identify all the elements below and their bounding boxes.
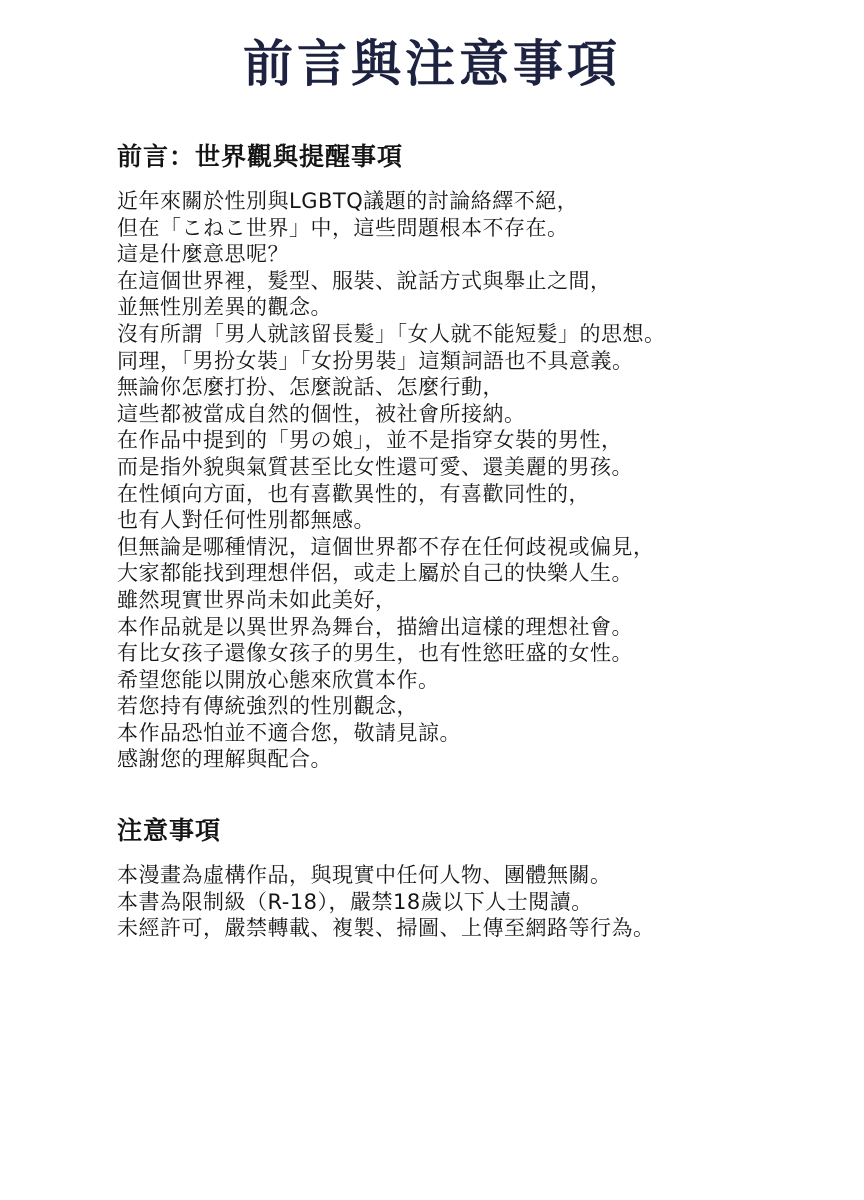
preface-line: 在作品中提到的「男の娘」，並不是指穿女裝的男性， bbox=[117, 428, 623, 453]
preface-line: 而是指外貌與氣質甚至比女性還可愛、還美麗的男孩。 bbox=[117, 454, 633, 479]
preface-line: 並無性別差異的觀念。 bbox=[117, 295, 332, 320]
preface-line: 這些都被當成自然的個性，被社會所接納。 bbox=[117, 401, 526, 426]
notice-line: 本書為限制級（R-18），嚴禁18歲以下人士閱讀。 bbox=[117, 889, 593, 914]
preface-line: 感謝您的理解與配合。 bbox=[117, 747, 332, 772]
notice-body bbox=[117, 862, 797, 942]
preface-line: 但在「こねこ世界」中，這些問題根本不存在。 bbox=[117, 215, 569, 240]
preface-line: 本作品恐怕並不適合您，敬請見諒。 bbox=[117, 720, 461, 745]
preface-line: 大家都能找到理想伴侶，或走上屬於自己的快樂人生。 bbox=[117, 561, 633, 586]
page-title: 前言與注意事項 bbox=[243, 35, 621, 93]
preface-line: 有比女孩子還像女孩子的男生，也有性慾旺盛的女性。 bbox=[117, 641, 633, 666]
preface-line: 但無論是哪種情況，這個世界都不存在任何歧視或偏見， bbox=[117, 534, 655, 559]
notice-heading: 注意事項 bbox=[117, 816, 222, 845]
preface-line: 本作品就是以異世界為舞台，描繪出這樣的理想社會。 bbox=[117, 614, 633, 639]
preface-line: 同理，「男扮女裝」「女扮男裝」這類詞語也不具意義。 bbox=[117, 348, 634, 373]
preface-heading: 前言：世界觀與提醒事項 bbox=[117, 142, 404, 171]
preface-line: 沒有所謂「男人就該留長髮」「女人就不能短髮」的思想。 bbox=[117, 321, 666, 346]
preface-line: 也有人對任何性別都無感。 bbox=[117, 508, 375, 533]
preface-line: 在性傾向方面，也有喜歡異性的，有喜歡同性的， bbox=[117, 481, 590, 506]
preface-line: 雖然現實世界尚未如此美好， bbox=[117, 587, 397, 612]
preface-body bbox=[117, 188, 797, 773]
preface-line: 無論你怎麼打扮、怎麼說話、怎麼行動， bbox=[117, 375, 504, 400]
preface-line: 若您持有傳統強烈的性別觀念， bbox=[117, 694, 418, 719]
preface-line: 這是什麼意思呢？ bbox=[117, 242, 289, 267]
notice-line: 未經許可，嚴禁轉載、複製、掃圖、上傳至網路等行為。 bbox=[117, 916, 655, 941]
notice-line: 本漫畫為虛構作品，與現實中任何人物、團體無關。 bbox=[117, 863, 612, 887]
preface-line: 在這個世界裡，髮型、服裝、說話方式與舉止之間， bbox=[117, 268, 612, 293]
preface-line: 希望您能以開放心態來欣賞本作。 bbox=[117, 667, 440, 692]
preface-line: 近年來關於性別與LGBTQ議題的討論絡繹不絕， bbox=[117, 189, 579, 213]
